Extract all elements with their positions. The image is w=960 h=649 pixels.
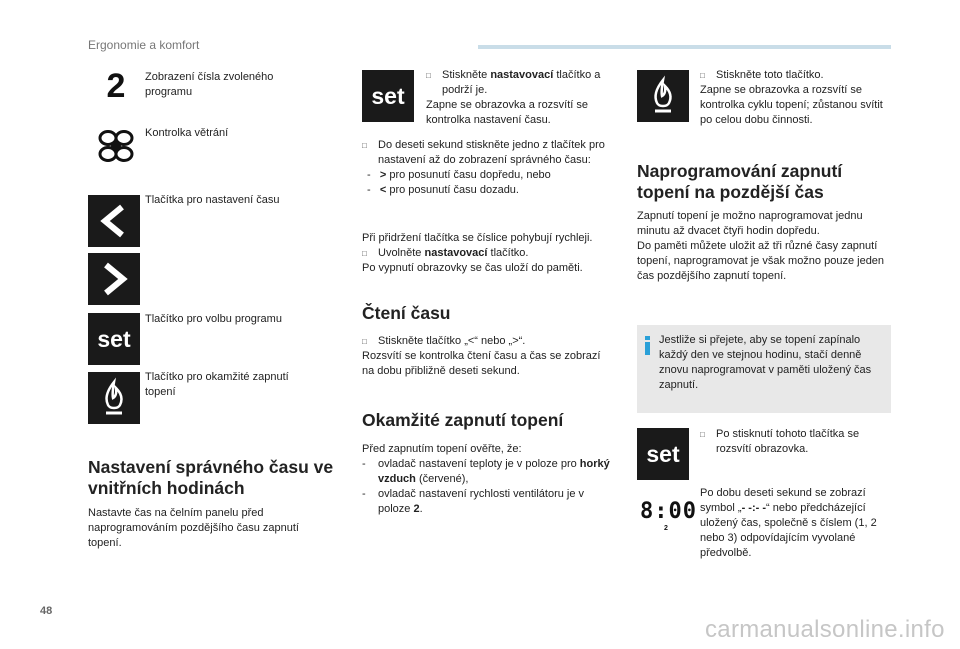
dash-backward: - < pro posunutí času dozadu.	[367, 184, 519, 196]
read-time-text	[362, 334, 602, 379]
saved-text: Po vypnutí obrazovky se čas uloží do paměti.	[362, 262, 583, 274]
fan-label: Kontrolka větrání	[145, 127, 229, 139]
time-buttons-label: Tlačítka pro nastavení času	[145, 194, 280, 206]
heading-read-time: Čtení času	[362, 303, 451, 323]
dash-temperature: - ovladač nastavení teploty je v poloze pro horký vzduch (červené),	[362, 458, 610, 485]
hold-text: Při přidržení tlačítka se číslice pohybují rychleji.	[362, 232, 593, 244]
check-text: Před zapnutím topení ověřte, že:	[362, 443, 522, 455]
adjust-time-instruction	[362, 138, 614, 198]
heater-flame-icon	[637, 70, 689, 122]
watermark: carmanualsonline.info	[705, 616, 945, 643]
chevron-right-icon	[88, 253, 140, 305]
dash-forward: - > pro posunutí času dopředu, nebo	[367, 169, 551, 181]
screen-on-text: Zapne se obrazovka a rozsvítí se kontrolka nastavení času.	[426, 99, 589, 126]
bullet-item: □ Stiskněte toto tlačítko.	[700, 68, 885, 83]
bullet-item: □ Stiskněte tlačítko „<“ nebo „>“.	[362, 334, 602, 349]
bullet-item: □ Do deseti sekund stiskněte jedno z tlačítek pro nastavení až do zobrazení správného času:	[362, 138, 614, 168]
program-number-icon: 2	[106, 66, 126, 105]
page-number: 48	[40, 605, 53, 617]
info-icon	[645, 336, 650, 355]
section-header: Ergonomie a komfort	[88, 38, 200, 52]
clock-digits: 8:00	[640, 499, 697, 524]
instant-heat-label: Tlačítko pro okamžité zapnutí topení	[145, 371, 289, 398]
memory-text: Do paměti můžete uložit až tři různé časy zapnutí topení, naprogramovat je však možno pouze jeden čas pozdějšího zapnutí topení.	[637, 240, 885, 282]
clock-display-icon	[640, 499, 697, 536]
read-time-desc: Rozsvítí se kontrolka čtení času a čas se zobrazí na dobu přibližně deseti sekund.	[362, 350, 601, 377]
bullet-item: □ Stiskněte nastavovací tlačítko a podrží je.	[426, 68, 611, 98]
instant-heat-text	[362, 442, 612, 517]
dash-fan: - ovladač nastavení rychlosti ventilátoru je v poloze 2.	[362, 488, 585, 515]
heat-cycle-text: Zapne se obrazovka a rozsvítí se kontrolka cyklu topení; zůstanou svítit po celou dobu činnosti.	[700, 84, 883, 126]
chevron-left-icon	[88, 195, 140, 247]
program-number-label: Zobrazení čísla zvoleného programu	[145, 71, 274, 98]
heater-flame-icon	[88, 372, 140, 424]
info-box	[637, 325, 891, 413]
set-button-label: Tlačítko pro volbu programu	[145, 313, 282, 325]
set-clock-text: Nastavte čas na čelním panelu před naprogramováním pozdějšího času zapnutí topení.	[88, 507, 299, 549]
info-text: Jestliže si přejete, aby se topení zapínalo každý den ve stejnou hodinu, stačí denně znovu naprogramovat v paměti uložený čas zapnutí.	[659, 334, 872, 391]
press-set-screen	[700, 427, 885, 457]
program-range-text: Zapnutí topení je možno naprogramovat jednu minutu až dvacet čtyři hodin dopředu.	[637, 210, 863, 237]
set-button-icon: set	[637, 428, 689, 480]
heading-program-heat: Naprogramování zapnutí topení na pozdější čas	[637, 161, 843, 202]
set-button-icon: set	[88, 313, 140, 365]
press-heat-instruction	[700, 68, 885, 128]
bullet-item: □ Uvolněte nastavovací tlačítko.	[362, 246, 622, 261]
press-set-instruction	[426, 68, 611, 128]
set-button-icon: set	[362, 70, 414, 122]
bullet-item: □ Po stisknutí tohoto tlačítka se rozsvítí obrazovka.	[700, 427, 885, 457]
header-bar	[478, 45, 891, 49]
clock-preset: 2	[664, 525, 668, 532]
heading-instant-heat: Okamžité zapnutí topení	[362, 410, 564, 430]
heading-set-clock: Nastavení správného času ve vnitřních hodinách	[88, 457, 334, 498]
fan-icon	[88, 124, 144, 168]
program-text	[637, 209, 891, 284]
clock-display-text: Po dobu deseti sekund se zobrazí symbol „- -:- -“ nebo předcházející uložený čas, společně s číslem (1, 2 nebo 3) odpovídajícím vyvolané předvolbě.	[700, 487, 877, 559]
hold-release-text	[362, 231, 622, 276]
